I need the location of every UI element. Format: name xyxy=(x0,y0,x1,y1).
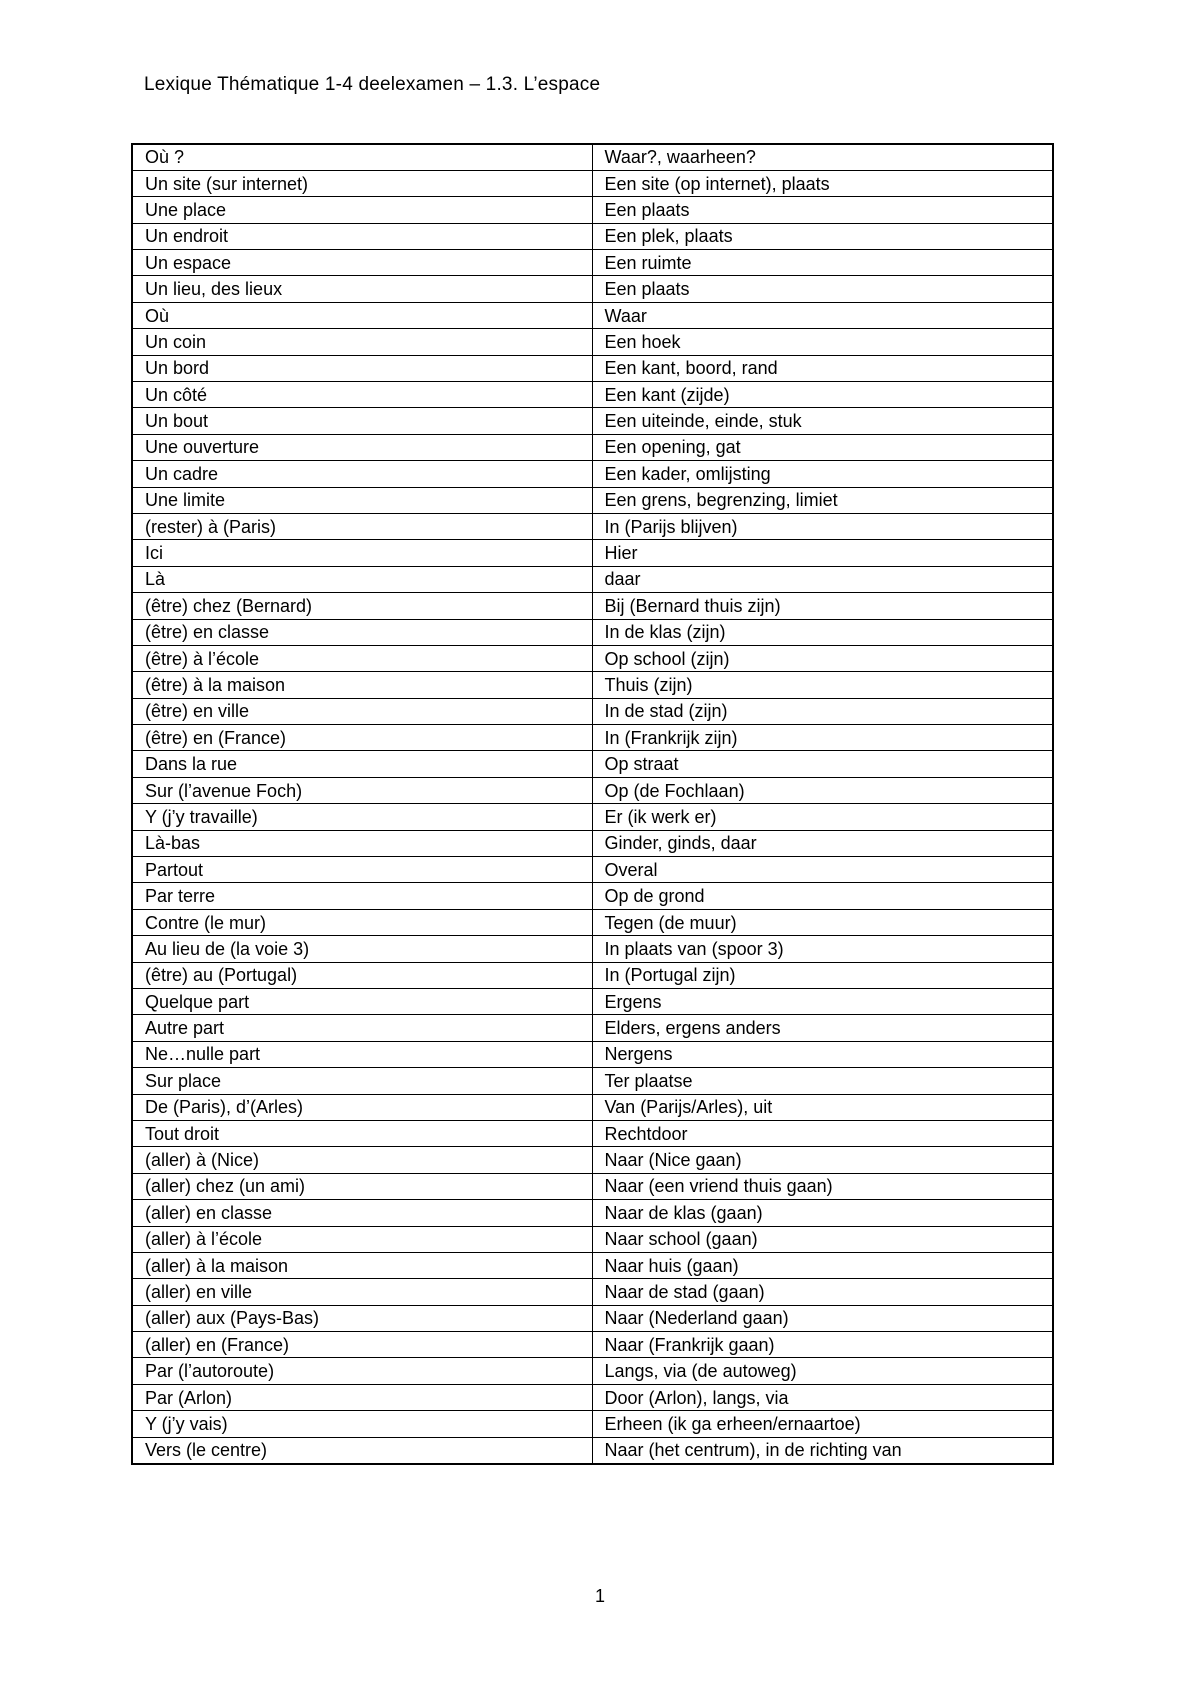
dutch-translation-cell: Thuis (zijn) xyxy=(592,672,1053,698)
french-term-cell: (aller) chez (un ami) xyxy=(132,1173,592,1199)
table-row xyxy=(132,698,1053,724)
french-term-cell: (aller) à (Nice) xyxy=(132,1147,592,1173)
french-term-cell: (être) au (Portugal) xyxy=(132,962,592,988)
french-term-cell: (rester) à (Paris) xyxy=(132,513,592,539)
table-row xyxy=(132,566,1053,592)
dutch-translation-cell: In plaats van (spoor 3) xyxy=(592,936,1053,962)
dutch-translation-cell: Er (ik werk er) xyxy=(592,804,1053,830)
french-term-cell: (aller) en (France) xyxy=(132,1332,592,1358)
french-term-cell: Une ouverture xyxy=(132,434,592,460)
french-term-cell: Un bout xyxy=(132,408,592,434)
dutch-translation-cell: Naar (Nice gaan) xyxy=(592,1147,1053,1173)
french-term-cell: Sur (l’avenue Foch) xyxy=(132,777,592,803)
dutch-translation-cell: Naar (Nederland gaan) xyxy=(592,1305,1053,1331)
french-term-cell: Ne…nulle part xyxy=(132,1041,592,1067)
table-row xyxy=(132,1200,1053,1226)
table-row xyxy=(132,804,1053,830)
dutch-translation-cell: Een kant (zijde) xyxy=(592,382,1053,408)
dutch-translation-cell: Ginder, ginds, daar xyxy=(592,830,1053,856)
table-row xyxy=(132,989,1053,1015)
french-term-cell: Tout droit xyxy=(132,1120,592,1146)
french-term-cell: Quelque part xyxy=(132,989,592,1015)
table-row xyxy=(132,1305,1053,1331)
dutch-translation-cell: Een opening, gat xyxy=(592,434,1053,460)
dutch-translation-cell: Naar de stad (gaan) xyxy=(592,1279,1053,1305)
french-term-cell: Au lieu de (la voie 3) xyxy=(132,936,592,962)
dutch-translation-cell: Naar (Frankrijk gaan) xyxy=(592,1332,1053,1358)
french-term-cell: (aller) en ville xyxy=(132,1279,592,1305)
table-row xyxy=(132,777,1053,803)
dutch-translation-cell: Een plaats xyxy=(592,276,1053,302)
table-row xyxy=(132,250,1053,276)
dutch-translation-cell: Ter plaatse xyxy=(592,1068,1053,1094)
dutch-translation-cell: Een plaats xyxy=(592,197,1053,223)
dutch-translation-cell: Tegen (de muur) xyxy=(592,909,1053,935)
dutch-translation-cell: Van (Parijs/Arles), uit xyxy=(592,1094,1053,1120)
dutch-translation-cell: In (Parijs blijven) xyxy=(592,513,1053,539)
dutch-translation-cell: Op (de Fochlaan) xyxy=(592,777,1053,803)
dutch-translation-cell: Een kant, boord, rand xyxy=(592,355,1053,381)
dutch-translation-cell: Op straat xyxy=(592,751,1053,777)
page-number: 1 xyxy=(594,1586,605,1606)
dutch-translation-cell: Door (Arlon), langs, via xyxy=(592,1384,1053,1410)
table-row xyxy=(132,830,1053,856)
french-term-cell: Contre (le mur) xyxy=(132,909,592,935)
table-row xyxy=(132,725,1053,751)
table-row xyxy=(132,1147,1053,1173)
table-row xyxy=(132,672,1053,698)
french-term-cell: (être) chez (Bernard) xyxy=(132,593,592,619)
french-term-cell: (être) en classe xyxy=(132,619,592,645)
french-term-cell: (être) à la maison xyxy=(132,672,592,698)
dutch-translation-cell: Ergens xyxy=(592,989,1053,1015)
table-row xyxy=(132,1173,1053,1199)
french-term-cell: (être) en ville xyxy=(132,698,592,724)
french-term-cell: Par (l’autoroute) xyxy=(132,1358,592,1384)
table-row xyxy=(132,408,1053,434)
french-term-cell: Un site (sur internet) xyxy=(132,170,592,196)
table-row xyxy=(132,513,1053,539)
dutch-translation-cell: Een grens, begrenzing, limiet xyxy=(592,487,1053,513)
french-term-cell: Par terre xyxy=(132,883,592,909)
french-term-cell: (être) à l’école xyxy=(132,645,592,671)
dutch-translation-cell: daar xyxy=(592,566,1053,592)
french-term-cell: (être) en (France) xyxy=(132,725,592,751)
table-row xyxy=(132,355,1053,381)
dutch-translation-cell: Bij (Bernard thuis zijn) xyxy=(592,593,1053,619)
table-row xyxy=(132,540,1053,566)
table-row xyxy=(132,1279,1053,1305)
french-term-cell: Un espace xyxy=(132,250,592,276)
document-title: Lexique Thématique 1-4 deelexamen – 1.3. L’espace xyxy=(144,74,601,95)
french-term-cell: Sur place xyxy=(132,1068,592,1094)
dutch-translation-cell: Naar de klas (gaan) xyxy=(592,1200,1053,1226)
french-term-cell: Une limite xyxy=(132,487,592,513)
dutch-translation-cell: Naar (een vriend thuis gaan) xyxy=(592,1173,1053,1199)
dutch-translation-cell: Een site (op internet), plaats xyxy=(592,170,1053,196)
french-term-cell: Un endroit xyxy=(132,223,592,249)
table-row xyxy=(132,1411,1053,1437)
dutch-translation-cell: In de stad (zijn) xyxy=(592,698,1053,724)
dutch-translation-cell: Op de grond xyxy=(592,883,1053,909)
french-term-cell: Ici xyxy=(132,540,592,566)
table-row xyxy=(132,434,1053,460)
table-row xyxy=(132,1332,1053,1358)
french-term-cell: Autre part xyxy=(132,1015,592,1041)
french-term-cell: (aller) à l’école xyxy=(132,1226,592,1252)
french-term-cell: Où ? xyxy=(132,144,592,170)
table-row xyxy=(132,197,1053,223)
table-row xyxy=(132,461,1053,487)
table-row xyxy=(132,645,1053,671)
dutch-translation-cell: Overal xyxy=(592,857,1053,883)
french-term-cell: Un côté xyxy=(132,382,592,408)
table-row xyxy=(132,1384,1053,1410)
french-term-cell: (aller) en classe xyxy=(132,1200,592,1226)
dutch-translation-cell: Nergens xyxy=(592,1041,1053,1067)
dutch-translation-cell: In (Frankrijk zijn) xyxy=(592,725,1053,751)
table-row xyxy=(132,144,1053,170)
dutch-translation-cell: Rechtdoor xyxy=(592,1120,1053,1146)
dutch-translation-cell: Een plek, plaats xyxy=(592,223,1053,249)
dutch-translation-cell: Naar school (gaan) xyxy=(592,1226,1053,1252)
dutch-translation-cell: Een hoek xyxy=(592,329,1053,355)
dutch-translation-cell: Waar?, waarheen? xyxy=(592,144,1053,170)
table-row xyxy=(132,382,1053,408)
french-term-cell: Un coin xyxy=(132,329,592,355)
table-row xyxy=(132,329,1053,355)
table-row xyxy=(132,1015,1053,1041)
dutch-translation-cell: Waar xyxy=(592,302,1053,328)
french-term-cell: De (Paris), d’(Arles) xyxy=(132,1094,592,1120)
table-row xyxy=(132,883,1053,909)
dutch-translation-cell: Erheen (ik ga erheen/ernaartoe) xyxy=(592,1411,1053,1437)
table-row xyxy=(132,909,1053,935)
vocabulary-table xyxy=(131,143,1054,1465)
dutch-translation-cell: Een uiteinde, einde, stuk xyxy=(592,408,1053,434)
table-row xyxy=(132,1120,1053,1146)
table-row xyxy=(132,302,1053,328)
french-term-cell: Par (Arlon) xyxy=(132,1384,592,1410)
table-row xyxy=(132,170,1053,196)
dutch-translation-cell: Langs, via (de autoweg) xyxy=(592,1358,1053,1384)
table-row xyxy=(132,857,1053,883)
french-term-cell: Y (j’y travaille) xyxy=(132,804,592,830)
french-term-cell: Un lieu, des lieux xyxy=(132,276,592,302)
french-term-cell: (aller) aux (Pays-Bas) xyxy=(132,1305,592,1331)
dutch-translation-cell: Een kader, omlijsting xyxy=(592,461,1053,487)
table-row xyxy=(132,487,1053,513)
french-term-cell: Là xyxy=(132,566,592,592)
table-row xyxy=(132,1437,1053,1463)
french-term-cell: Dans la rue xyxy=(132,751,592,777)
table-row xyxy=(132,619,1053,645)
french-term-cell: Partout xyxy=(132,857,592,883)
french-term-cell: Y (j’y vais) xyxy=(132,1411,592,1437)
dutch-translation-cell: Naar huis (gaan) xyxy=(592,1252,1053,1278)
table-row xyxy=(132,1252,1053,1278)
table-row xyxy=(132,936,1053,962)
french-term-cell: Une place xyxy=(132,197,592,223)
french-term-cell: Où xyxy=(132,302,592,328)
table-row xyxy=(132,1041,1053,1067)
french-term-cell: Là-bas xyxy=(132,830,592,856)
french-term-cell: (aller) à la maison xyxy=(132,1252,592,1278)
table-row xyxy=(132,1358,1053,1384)
dutch-translation-cell: In de klas (zijn) xyxy=(592,619,1053,645)
table-row xyxy=(132,593,1053,619)
table-row xyxy=(132,223,1053,249)
dutch-translation-cell: In (Portugal zijn) xyxy=(592,962,1053,988)
french-term-cell: Un cadre xyxy=(132,461,592,487)
dutch-translation-cell: Een ruimte xyxy=(592,250,1053,276)
table-row xyxy=(132,1226,1053,1252)
vocabulary-table-body xyxy=(132,144,1053,1464)
dutch-translation-cell: Elders, ergens anders xyxy=(592,1015,1053,1041)
table-row xyxy=(132,276,1053,302)
table-row xyxy=(132,1068,1053,1094)
dutch-translation-cell: Op school (zijn) xyxy=(592,645,1053,671)
table-row xyxy=(132,962,1053,988)
french-term-cell: Vers (le centre) xyxy=(132,1437,592,1463)
dutch-translation-cell: Hier xyxy=(592,540,1053,566)
dutch-translation-cell: Naar (het centrum), in de richting van xyxy=(592,1437,1053,1463)
table-row xyxy=(132,1094,1053,1120)
french-term-cell: Un bord xyxy=(132,355,592,381)
table-row xyxy=(132,751,1053,777)
